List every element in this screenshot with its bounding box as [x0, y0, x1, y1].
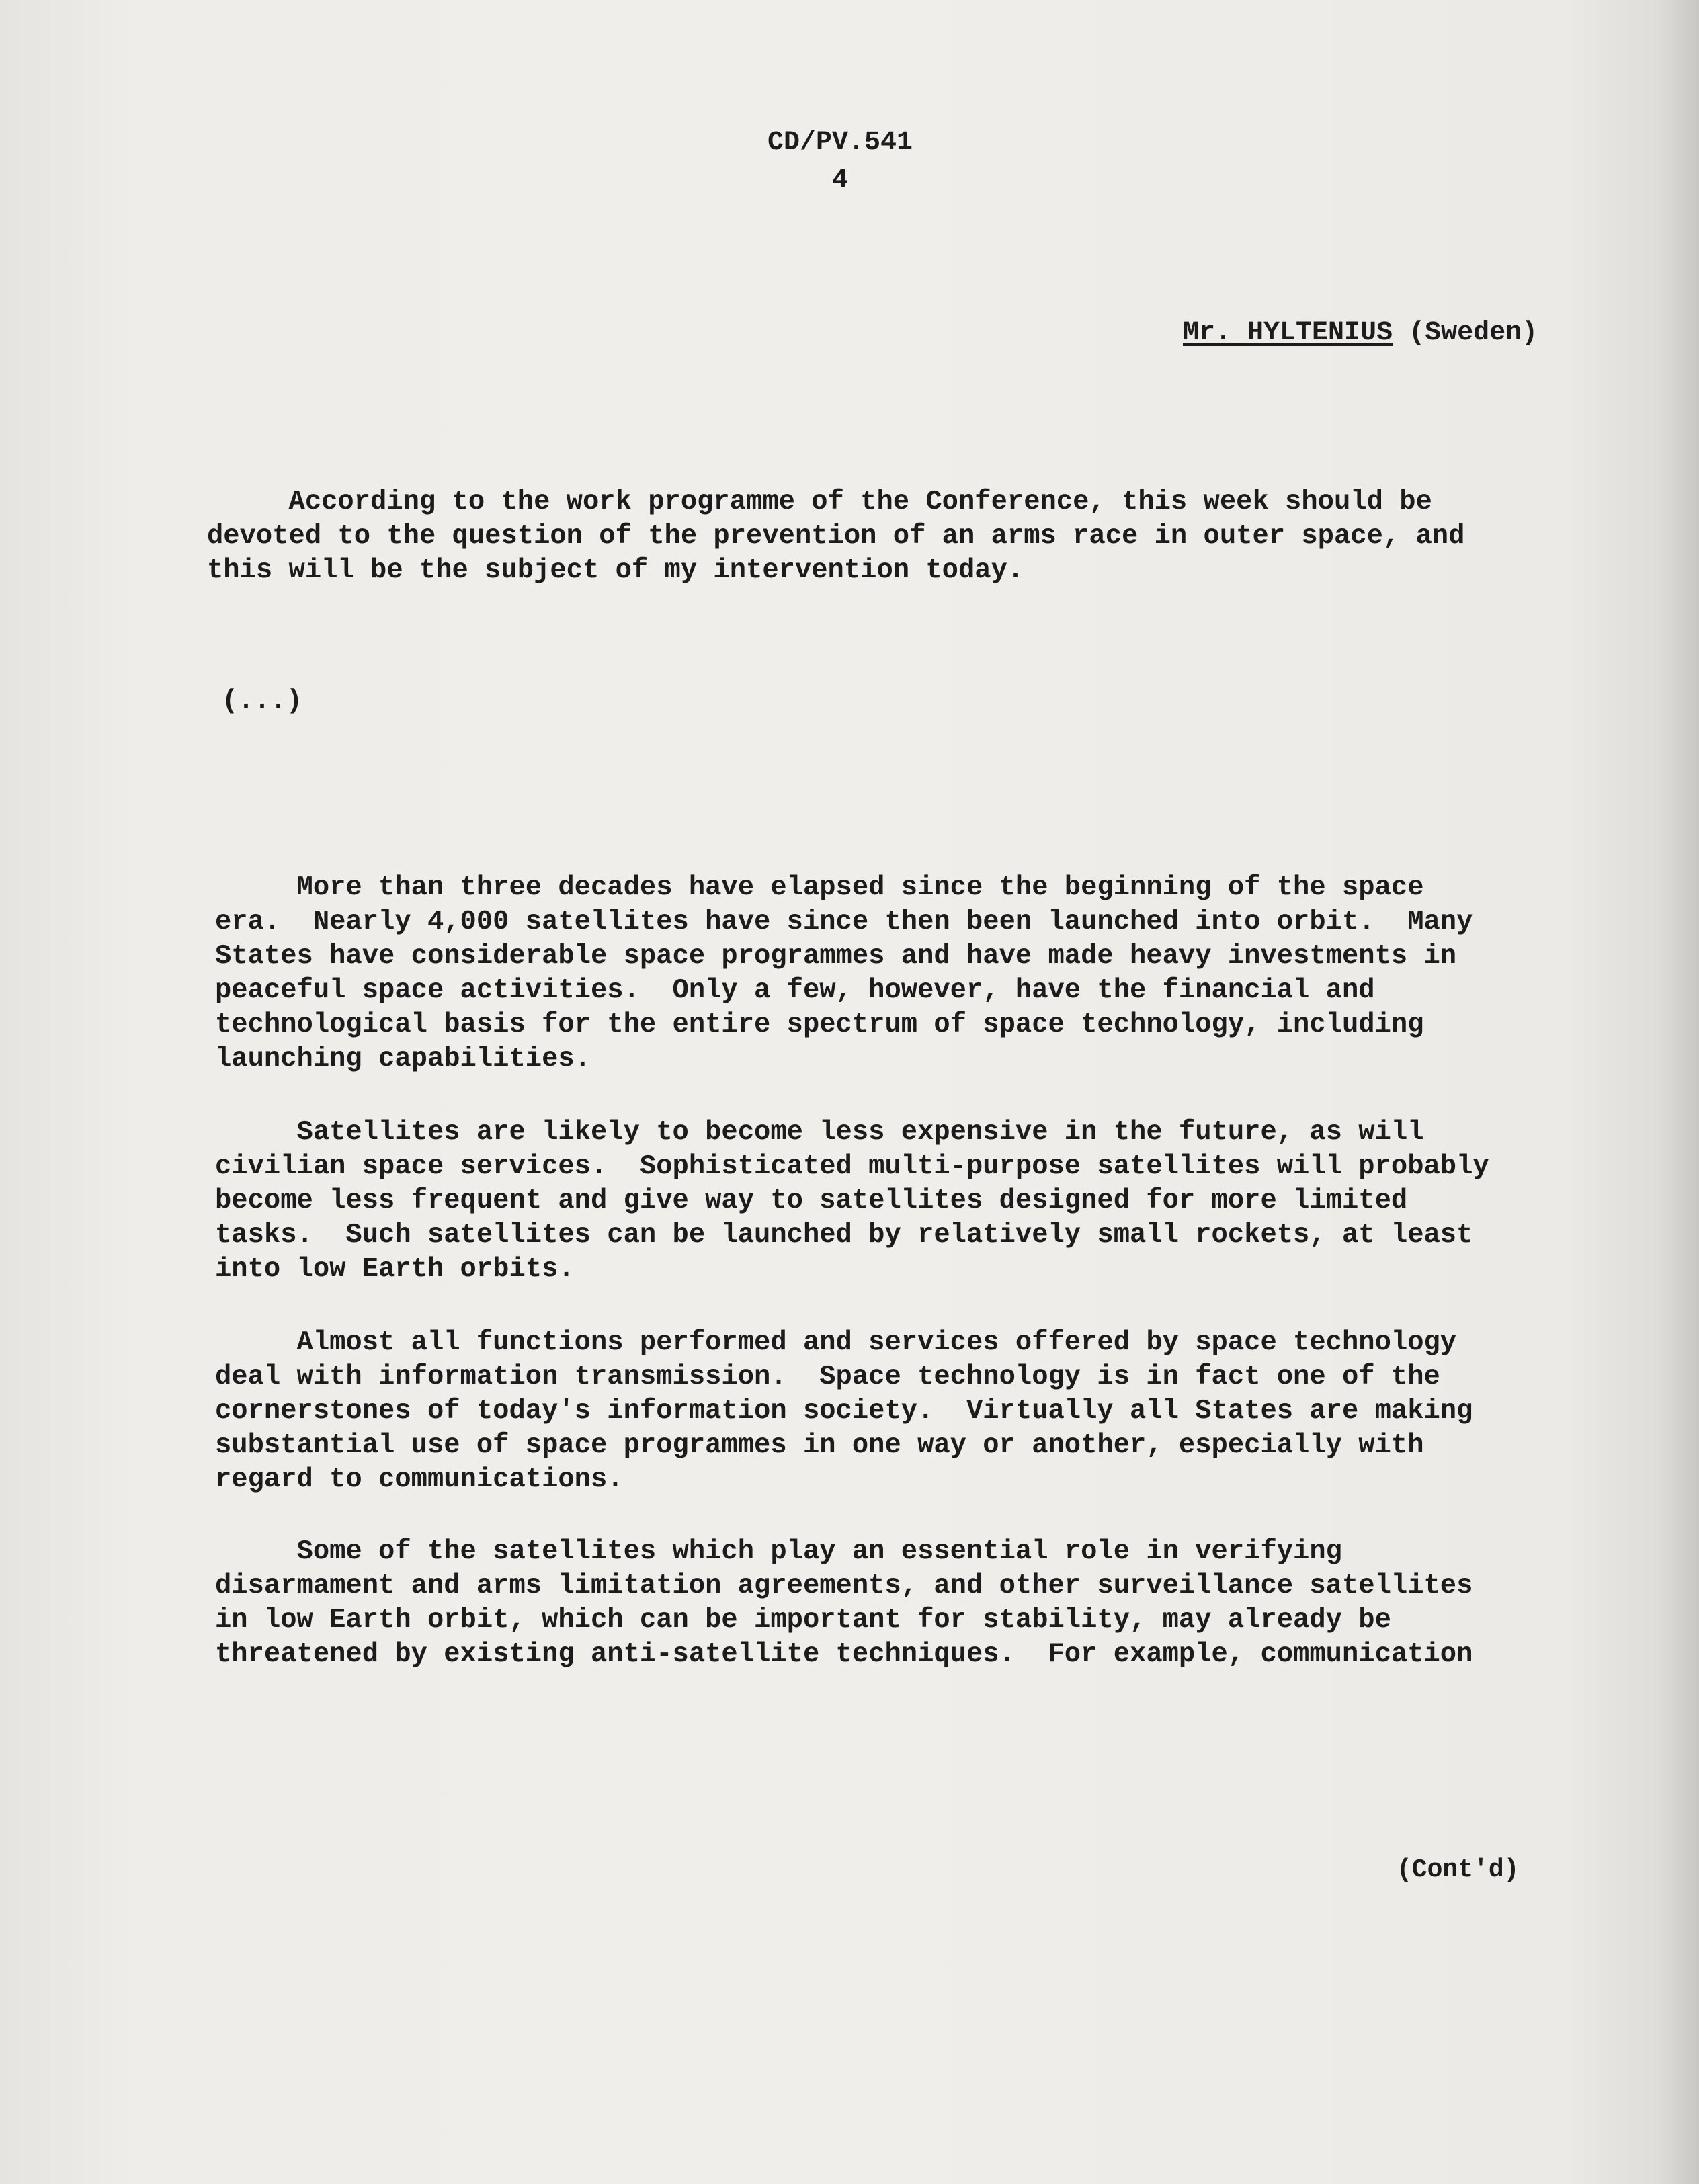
page-edge-shadow [1659, 0, 1699, 2184]
paragraph-information-transmission: Almost all functions performed and services offered by space technology deal with information transmission. Space technology is in fact one of the cornerstones of today's information society. Virtually all States are making substantial use of space programmes in one way or another, especially with regard to communications. [215, 1327, 1473, 1495]
paragraph-verification-satellites: Some of the satellites which play an essential role in verifying disarmament and arms limitation agreements, and other surveillance satellites in low Earth orbit, which can be important for stability, may already be threatened by existing anti-satellite techniques. For example, communication [215, 1536, 1473, 1670]
speaker-country: (Sweden) [1409, 318, 1538, 348]
document-symbol: CD/PV.541 [767, 128, 913, 158]
document-header [726, 124, 954, 200]
paragraph-satellite-costs: Satellites are likely to become less expensive in the future, as will civilian space services. Sophisticated multi-purpose satellites will probably become less frequent and give way to satellites designed for more limited tasks. Such satellites can be launched by relatively small rockets, at least into low Earth orbits. [215, 1117, 1489, 1285]
continued-marker: (Cont'd) [1397, 1855, 1520, 1884]
omission-marker: (...) [222, 686, 303, 716]
paragraph-intro: According to the work programme of the Conference, this week should be devoted to the question of the prevention of an arms race in outer space, and this will be the subject of my intervention today. [207, 487, 1465, 586]
speaker-name: Mr. HYLTENIUS [1183, 318, 1393, 348]
speaker-line [1183, 314, 1538, 352]
page-number: 4 [831, 165, 848, 196]
paragraph-space-era: More than three decades have elapsed since the beginning of the space era. Nearly 4,000 satellites have since then been launched into orbit. Many States have considerable space programmes and have made heavy investments in peaceful space activities. Only a few, however, have the financial and technological basis for the entire spectrum of space technology, including launching capabilities. [215, 872, 1473, 1075]
